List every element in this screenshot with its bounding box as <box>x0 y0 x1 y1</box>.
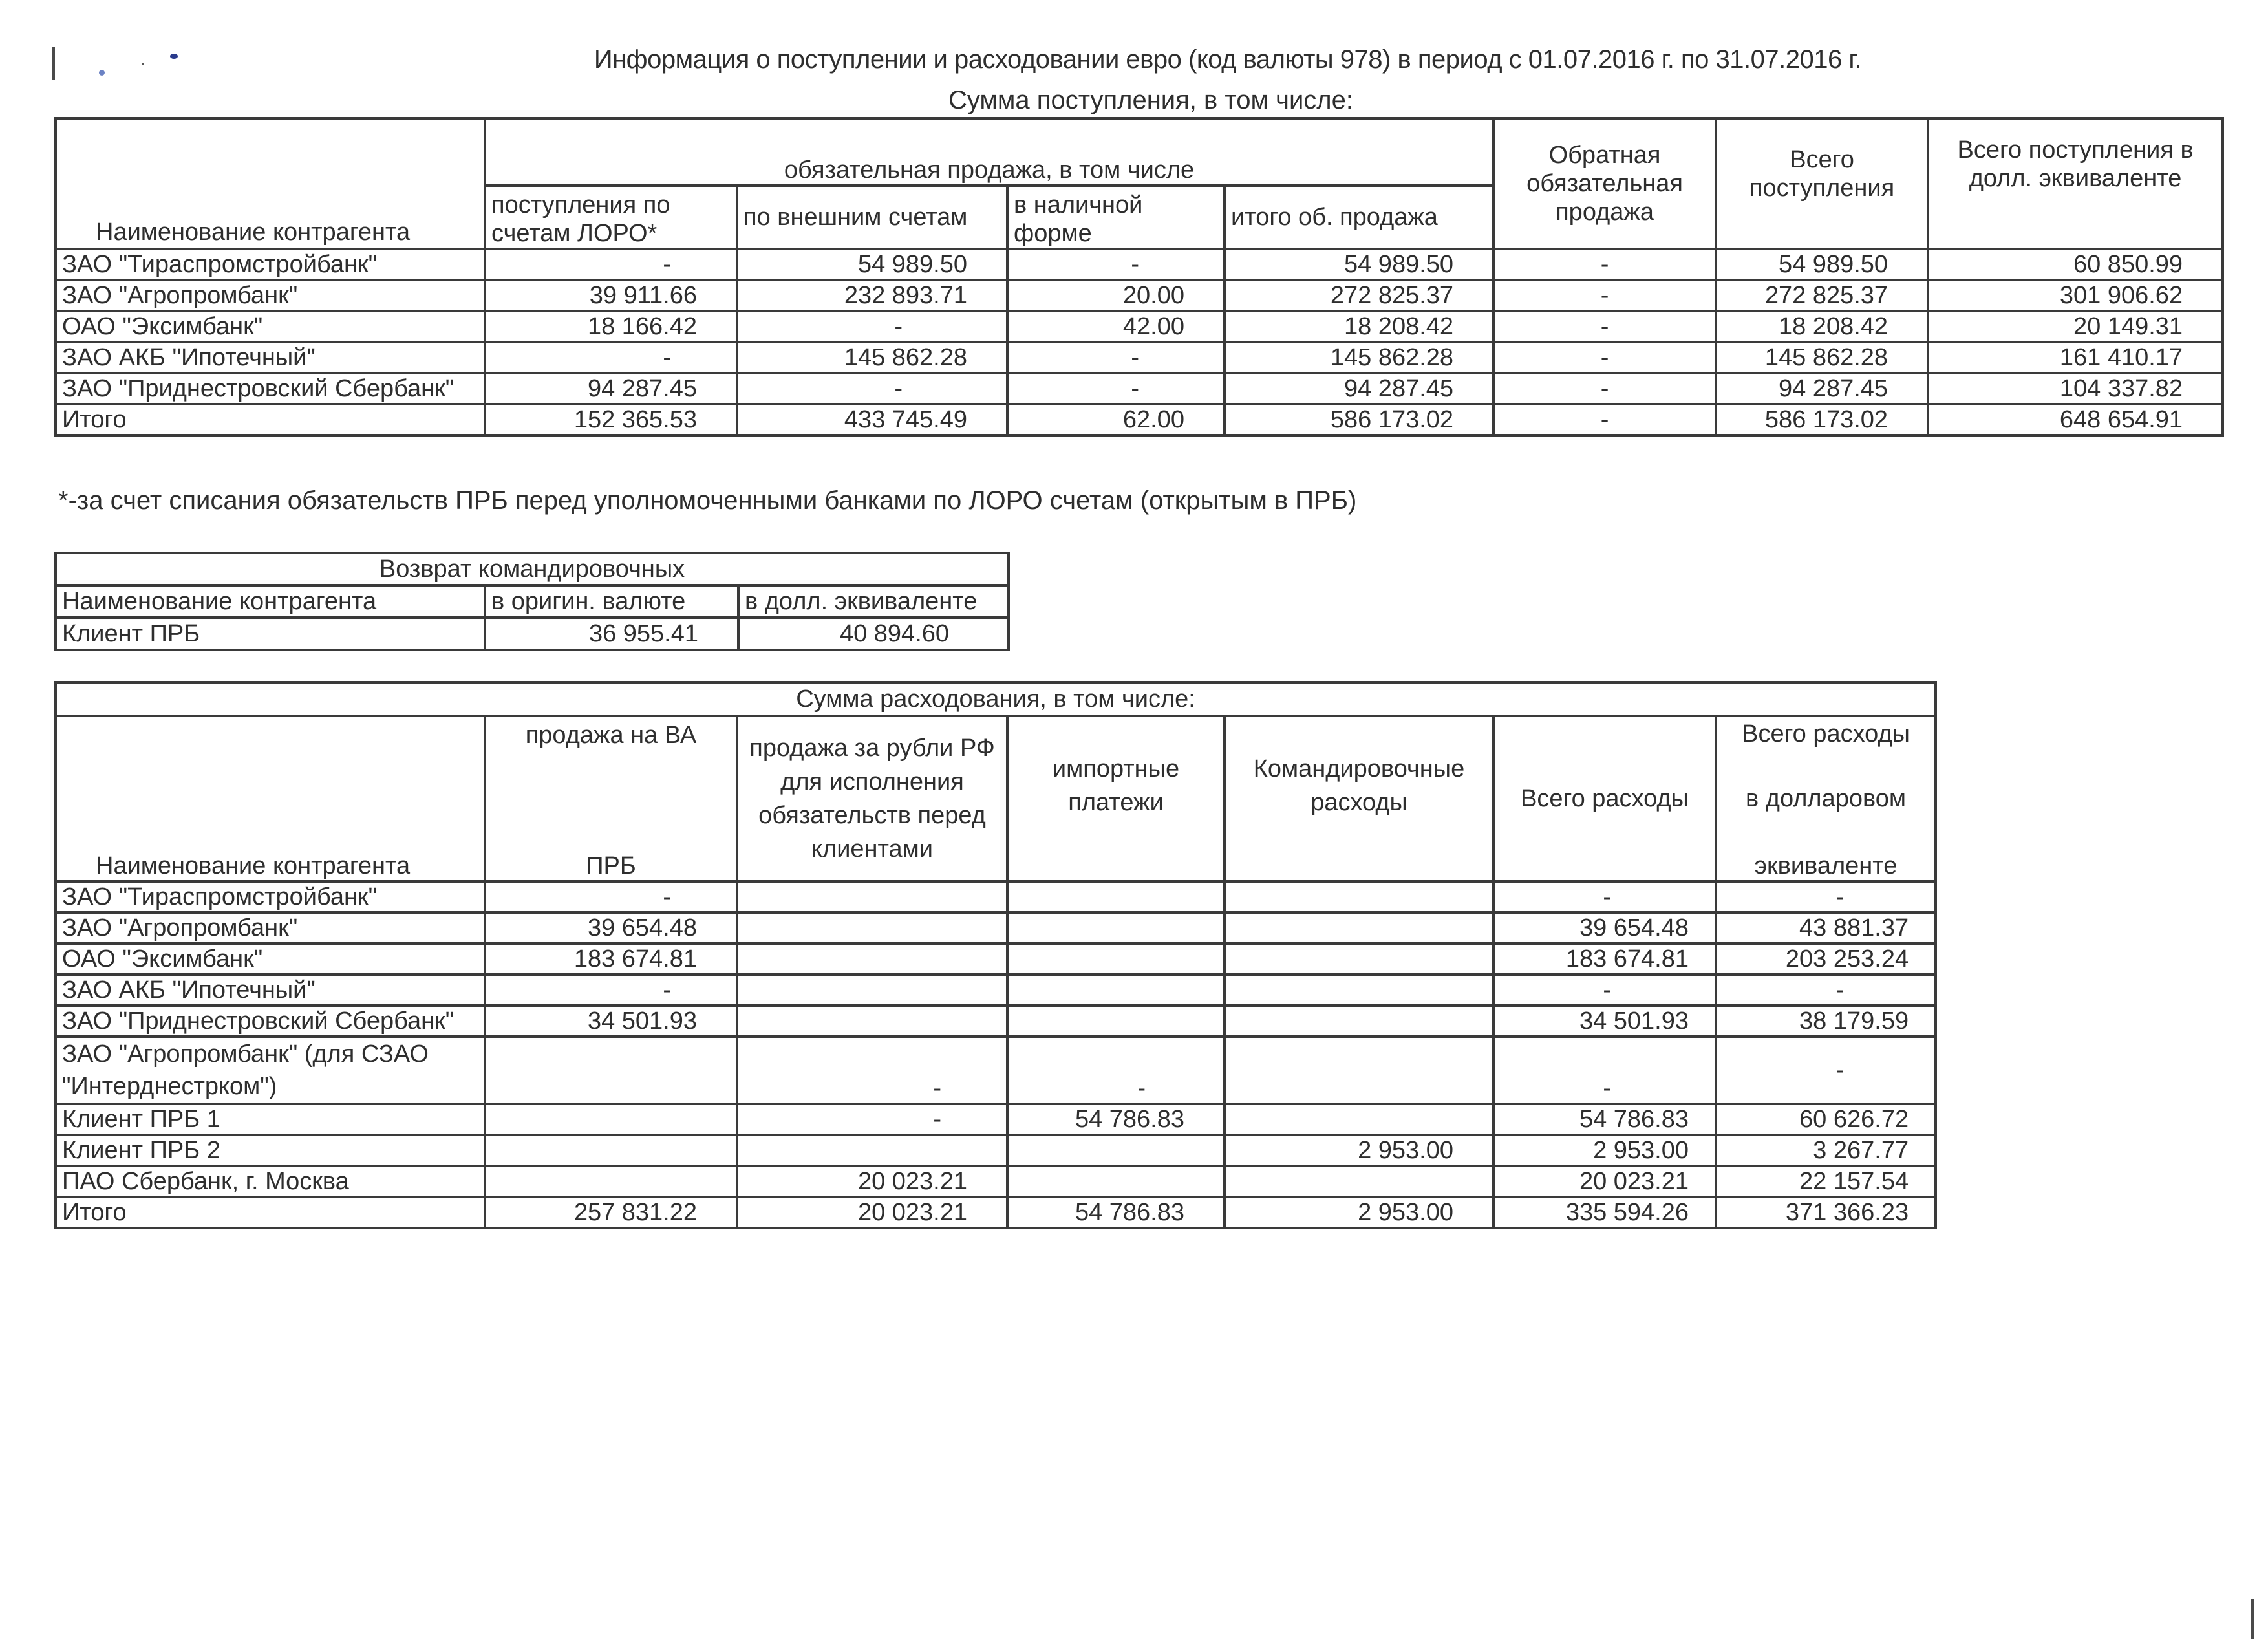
cell-original: 36 955.41 <box>485 618 738 650</box>
cell-sale-va: 257 831.22 <box>485 1197 737 1228</box>
cell-total: 183 674.81 <box>1493 943 1716 975</box>
cell-total: 2 953.00 <box>1493 1135 1716 1166</box>
table-row <box>56 311 2223 342</box>
table-row <box>56 1006 1936 1037</box>
cell-external: 232 893.71 <box>737 280 1007 311</box>
header-usd-equivalent: в долл. эквиваленте <box>738 585 1009 618</box>
cell-imports <box>1007 943 1225 975</box>
header-mandatory-total: итого об. продажа <box>1225 186 1493 249</box>
cell-mandatory-total: 586 173.02 <box>1225 404 1493 435</box>
cell-loro: - <box>485 342 737 373</box>
cell-reverse: - <box>1493 342 1716 373</box>
cell-imports <box>1007 1166 1225 1197</box>
cell-total-usd: 161 410.17 <box>1928 342 2223 373</box>
header-external: по внешним счетам <box>737 186 1007 249</box>
cell-total-usd: - <box>1716 1037 1936 1104</box>
cell-name: ЗАО "Тираспромстройбанк" <box>56 881 485 912</box>
cell-travel: 2 953.00 <box>1225 1197 1493 1228</box>
cell-name: Клиент ПРБ <box>56 618 485 650</box>
document-title <box>0 45 2268 74</box>
cell-total-usd: 301 906.62 <box>1928 280 2223 311</box>
cell-imports: 54 786.83 <box>1007 1104 1225 1135</box>
cell-sale-rub <box>737 943 1007 975</box>
cell-total-usd: 203 253.24 <box>1716 943 1936 975</box>
cell-sale-rub <box>737 881 1007 912</box>
document-title-text: Информация о поступлении и расходовании евро (код валюты 978) в период с 01.07.2016 г. по 31.07.2016 г. <box>594 45 1862 74</box>
cell-travel <box>1225 1104 1493 1135</box>
header-counterparty: Наименование контрагента <box>56 716 485 881</box>
table-row <box>56 618 1009 650</box>
header-total-usd <box>1716 716 1936 881</box>
cell-total: 54 989.50 <box>1716 249 1928 280</box>
cell-name: ПАО Сбербанк, г. Москва <box>56 1166 485 1197</box>
cell-total: - <box>1493 975 1716 1006</box>
cell-external: 433 745.49 <box>737 404 1007 435</box>
header-sale-va-bottom: ПРБ <box>586 852 636 879</box>
cell-total-usd: 60 626.72 <box>1716 1104 1936 1135</box>
table-row <box>56 280 2223 311</box>
travel-refund-table <box>54 552 1010 651</box>
cell-sale-va <box>485 1135 737 1166</box>
cell-total: - <box>1493 1037 1716 1104</box>
header-total-usd-mid: в долларовом <box>1746 785 1907 812</box>
cell-loro: 18 166.42 <box>485 311 737 342</box>
cell-name: Клиент ПРБ 1 <box>56 1104 485 1135</box>
cell-total: 145 862.28 <box>1716 342 1928 373</box>
cell-total: 20 023.21 <box>1493 1166 1716 1197</box>
cell-cash: 20.00 <box>1007 280 1225 311</box>
cell-total-usd: 38 179.59 <box>1716 1006 1936 1037</box>
cell-external: - <box>737 311 1007 342</box>
expense-title: Сумма расходования, в том числе: <box>56 682 1936 716</box>
cell-travel <box>1225 912 1493 943</box>
cell-cash: - <box>1007 342 1225 373</box>
cell-external: 145 862.28 <box>737 342 1007 373</box>
footnote: *-за счет списания обязательств ПРБ перед уполномоченными банками по ЛОРО счетам (открытым в ПРБ) <box>58 486 1357 515</box>
cell-total: 94 287.45 <box>1716 373 1928 404</box>
cell-total-usd: 60 850.99 <box>1928 249 2223 280</box>
cell-travel <box>1225 975 1493 1006</box>
cell-total-usd: 104 337.82 <box>1928 373 2223 404</box>
cell-sale-rub <box>737 1135 1007 1166</box>
header-cash: в наличной форме <box>1007 186 1225 249</box>
cell-travel <box>1225 1037 1493 1104</box>
table-row <box>56 975 1936 1006</box>
cell-imports: - <box>1007 1037 1225 1104</box>
cell-sale-va: - <box>485 881 737 912</box>
cell-total-usd: 20 149.31 <box>1928 311 2223 342</box>
cell-reverse: - <box>1493 249 1716 280</box>
table-row <box>56 373 2223 404</box>
table-row <box>56 249 2223 280</box>
total-row <box>56 1197 1936 1228</box>
cell-mandatory-total: 54 989.50 <box>1225 249 1493 280</box>
cell-cash: 42.00 <box>1007 311 1225 342</box>
cell-name: ЗАО "Агропромбанк" <box>56 912 485 943</box>
cell-sale-rub <box>737 975 1007 1006</box>
cell-reverse: - <box>1493 404 1716 435</box>
income-subtitle: Сумма поступления, в том числе: <box>948 86 1353 114</box>
cell-total-usd: - <box>1716 881 1936 912</box>
cell-imports <box>1007 1006 1225 1037</box>
cell-sale-va: 39 654.48 <box>485 912 737 943</box>
cell-sale-va: 183 674.81 <box>485 943 737 975</box>
header-reverse: Обратная обязательная продажа <box>1493 118 1716 249</box>
cell-total: 272 825.37 <box>1716 280 1928 311</box>
total-row <box>56 404 2223 435</box>
header-sale-va-top: продажа на ВА <box>525 722 697 749</box>
header-total-usd-bottom: эквиваленте <box>1754 852 1898 879</box>
cell-imports <box>1007 912 1225 943</box>
cell-reverse: - <box>1493 373 1716 404</box>
cell-sale-rub <box>737 912 1007 943</box>
header-counterparty: Наименование контрагента <box>56 585 485 618</box>
cell-total: 39 654.48 <box>1493 912 1716 943</box>
cell-sale-rub: 20 023.21 <box>737 1166 1007 1197</box>
cell-cash: - <box>1007 249 1225 280</box>
header-original-currency: в оригин. валюте <box>485 585 738 618</box>
cell-reverse: - <box>1493 311 1716 342</box>
cell-travel: 2 953.00 <box>1225 1135 1493 1166</box>
cell-total-usd: 43 881.37 <box>1716 912 1936 943</box>
cell-travel <box>1225 1006 1493 1037</box>
cell-mandatory-total: 272 825.37 <box>1225 280 1493 311</box>
header-total: Всего поступления <box>1716 118 1928 249</box>
table-row <box>56 912 1936 943</box>
cell-sale-rub: 20 023.21 <box>737 1197 1007 1228</box>
cell-name: Итого <box>56 1197 485 1228</box>
expense-table <box>54 681 1937 1229</box>
header-sale-va <box>485 716 737 881</box>
cell-name: Клиент ПРБ 2 <box>56 1135 485 1166</box>
cell-name: ЗАО "Агропромбанк" (для СЗАО "Интерднестрком") <box>56 1037 485 1104</box>
header-counterparty: Наименование контрагента <box>56 118 485 249</box>
cell-loro: 39 911.66 <box>485 280 737 311</box>
cell-name: ЗАО АКБ "Ипотечный" <box>56 342 485 373</box>
header-loro: поступления по счетам ЛОРО* <box>485 186 737 249</box>
cell-name: ЗАО "Приднестровский Сбербанк" <box>56 1006 485 1037</box>
cell-sale-va <box>485 1037 737 1104</box>
cell-external: 54 989.50 <box>737 249 1007 280</box>
cell-mandatory-total: 94 287.45 <box>1225 373 1493 404</box>
header-travel: Командировочные расходы <box>1225 716 1493 881</box>
cell-total: 335 594.26 <box>1493 1197 1716 1228</box>
cell-sale-rub <box>737 1006 1007 1037</box>
table-row <box>56 1037 1936 1104</box>
cell-name: ОАО "Эксимбанк" <box>56 943 485 975</box>
cell-name: ЗАО "Агропромбанк" <box>56 280 485 311</box>
cell-name: Итого <box>56 404 485 435</box>
cell-total: 18 208.42 <box>1716 311 1928 342</box>
cell-cash: - <box>1007 373 1225 404</box>
cell-name: ЗАО "Приднестровский Сбербанк" <box>56 373 485 404</box>
cell-loro: 94 287.45 <box>485 373 737 404</box>
cell-total-usd: 371 366.23 <box>1716 1197 1936 1228</box>
cell-sale-va <box>485 1104 737 1135</box>
cell-sale-rub: - <box>737 1104 1007 1135</box>
table-row <box>56 342 2223 373</box>
cell-total-usd: 648 654.91 <box>1928 404 2223 435</box>
scan-margin-mark <box>2251 1599 2254 1639</box>
cell-mandatory-total: 145 862.28 <box>1225 342 1493 373</box>
cell-sale-va: - <box>485 975 737 1006</box>
cell-total: 54 786.83 <box>1493 1104 1716 1135</box>
cell-imports <box>1007 1135 1225 1166</box>
cell-imports: 54 786.83 <box>1007 1197 1225 1228</box>
cell-cash: 62.00 <box>1007 404 1225 435</box>
cell-mandatory-total: 18 208.42 <box>1225 311 1493 342</box>
travel-refund-title: Возврат командировочных <box>56 553 1009 585</box>
header-sale-rub: продажа за рубли РФ для исполнения обязательств перед клиентами <box>737 716 1007 881</box>
cell-total-usd: - <box>1716 975 1936 1006</box>
cell-name: ЗАО "Тираспромстройбанк" <box>56 249 485 280</box>
cell-total: 586 173.02 <box>1716 404 1928 435</box>
cell-total-usd: 3 267.77 <box>1716 1135 1936 1166</box>
cell-usd: 40 894.60 <box>738 618 1009 650</box>
cell-travel <box>1225 943 1493 975</box>
cell-reverse: - <box>1493 280 1716 311</box>
cell-sale-va <box>485 1166 737 1197</box>
cell-name: ОАО "Эксимбанк" <box>56 311 485 342</box>
table-row <box>56 1104 1936 1135</box>
cell-imports <box>1007 881 1225 912</box>
table-row <box>56 943 1936 975</box>
cell-sale-va: 34 501.93 <box>485 1006 737 1037</box>
cell-total-usd: 22 157.54 <box>1716 1166 1936 1197</box>
cell-loro: - <box>485 249 737 280</box>
cell-travel <box>1225 881 1493 912</box>
header-imports: импортные платежи <box>1007 716 1225 881</box>
header-total: Всего расходы <box>1493 716 1716 881</box>
header-mandatory-group: обязательная продажа, в том числе <box>485 118 1493 186</box>
cell-name: ЗАО АКБ "Ипотечный" <box>56 975 485 1006</box>
cell-loro: 152 365.53 <box>485 404 737 435</box>
cell-sale-rub: - <box>737 1037 1007 1104</box>
header-total-usd-top: Всего расходы <box>1742 720 1910 748</box>
cell-total: 34 501.93 <box>1493 1006 1716 1037</box>
table-row <box>56 881 1936 912</box>
table-row <box>56 1166 1936 1197</box>
cell-total: - <box>1493 881 1716 912</box>
table-row <box>56 1135 1936 1166</box>
cell-imports <box>1007 975 1225 1006</box>
cell-external: - <box>737 373 1007 404</box>
header-total-usd: Всего поступления в долл. эквиваленте <box>1928 118 2223 249</box>
income-table <box>54 117 2224 436</box>
cell-travel <box>1225 1166 1493 1197</box>
